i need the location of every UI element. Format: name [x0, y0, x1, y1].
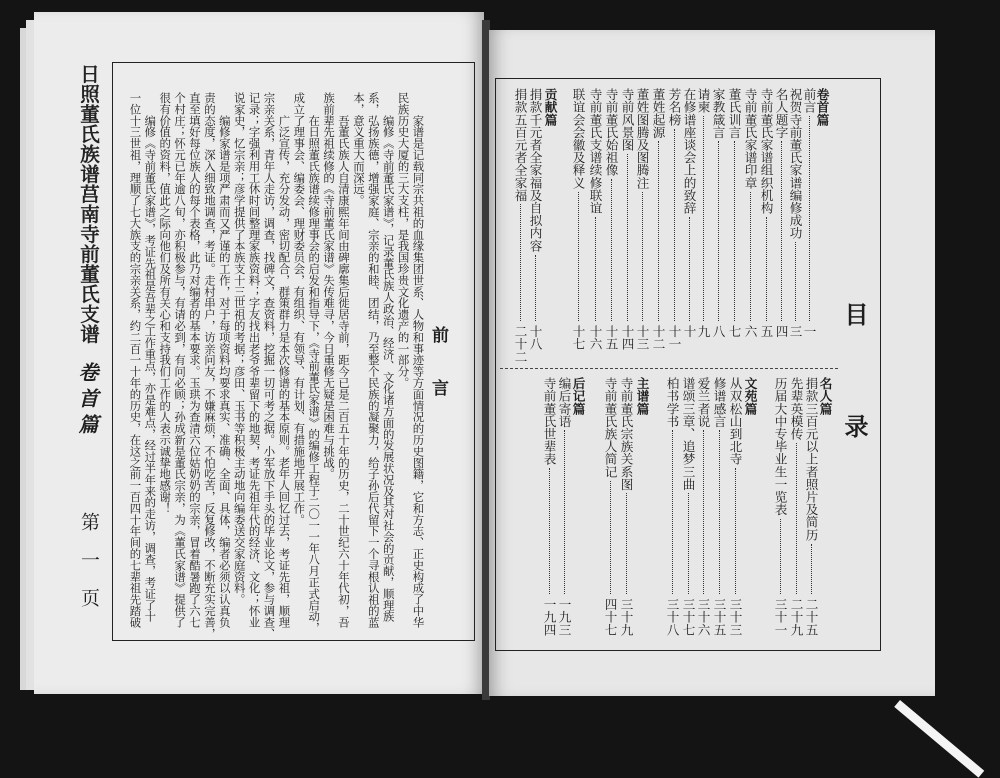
preface-column: 编修《寺前董氏家谱》，记录董氏族人政治、经济、文化诸方面的发展状况及其对社会的贡献，顺理族 [381, 92, 396, 623]
dot-leader [689, 217, 690, 321]
toc-entry-label: 寺前董氏支谱续修联谊 [587, 88, 603, 214]
toc-entry [667, 88, 682, 321]
toc-page-number: 七 [726, 325, 742, 338]
toc-entry-label: 寺前董氏族人简记 [602, 377, 618, 478]
dot-leader [809, 116, 810, 321]
dot-leader [703, 430, 704, 594]
toc-page-number: 十六 [587, 325, 603, 351]
preface-column: 民族历史大厦的三大支柱，是我国珍贵文化遗产的一部分。 [396, 92, 411, 389]
toc-page-number: 十七 [570, 325, 586, 351]
toc-page-number: 一 [801, 325, 817, 338]
preface-column: 记录；字强利用工休时间整理家族资料；字友找出老爷爷辈留下的地契，考证先祖年代的经济、文化；怀业 [247, 92, 262, 628]
toc-page-number: 十三 [634, 325, 650, 351]
toc-section-header [571, 377, 586, 594]
toc-section-header [635, 377, 650, 594]
toc-entry-label: 寺前董氏始祖像 [603, 88, 619, 177]
toc-page-number: 三十九 [618, 598, 634, 636]
toc-page-number: 三十七 [680, 598, 696, 636]
toc-entry [604, 88, 619, 321]
toc-page-number: 三 [787, 325, 803, 338]
toc-entry [571, 88, 586, 321]
page-label: 第一页 [78, 512, 100, 626]
toc-page-number: 三十五 [711, 598, 727, 636]
toc-page-number: 三十八 [664, 598, 680, 636]
toc-entry [557, 377, 572, 594]
dot-leader [688, 493, 689, 594]
toc-entry [651, 88, 666, 321]
toc-page-number: 二十九 [788, 598, 804, 636]
toc-page-number: 十八 [527, 325, 543, 351]
toc-entry-label: 捐款三百元以上者照片及简历 [803, 377, 819, 541]
preface-column: 广泛宣传，充分发动，密切配合，群策群力是本次修谱的基本原则。老年人回忆过去，考证先祖，顺理 [277, 92, 292, 628]
dot-leader [642, 192, 643, 321]
toc-section-header [815, 88, 830, 321]
toc-entry-label: 贡献篇 [542, 88, 558, 126]
toc-entry-label: 联谊会会徽及释义 [570, 88, 586, 189]
preface-column: 直至填好每位族人的每个表格，此乃对编者的基本要求。玉珙为查清六位姑奶奶的宗亲，冒着酷暑跑了六七 [188, 92, 202, 628]
dot-leader [578, 192, 579, 321]
book-title: 日照董氏族谱莒南寺前董氏支谱 [77, 64, 100, 344]
toc-entry-label: 寺前董氏宗族关系图 [618, 377, 634, 491]
toc-page-number: 六 [742, 325, 758, 338]
dot-leader [610, 481, 611, 594]
paper-corner [894, 700, 984, 778]
dot-leader [735, 468, 736, 594]
toc-page-number: 八 [710, 325, 726, 338]
dot-leader [627, 154, 628, 321]
toc-section-header [818, 377, 833, 594]
toc-entry [712, 377, 727, 594]
toc-entry-label: 家教箴言 [710, 88, 726, 139]
toc-entry-label: 寺前董氏家谱组织机构 [758, 88, 774, 214]
toc-divider [500, 368, 838, 369]
toc-entry-label: 捐款五百元者全家福 [512, 88, 528, 202]
dot-leader [796, 443, 797, 594]
toc-entry [635, 88, 650, 321]
toc-entry [727, 88, 742, 321]
toc-entry-label: 董姓起源 [650, 88, 666, 139]
dot-leader [535, 255, 536, 321]
toc-entry [528, 88, 543, 321]
toc-entry [588, 88, 603, 321]
toc-entry-label: 捐款千元者全家福及自拟内容 [527, 88, 543, 252]
toc-entry [773, 377, 788, 594]
toc-entry [681, 377, 696, 594]
toc-entry [802, 88, 817, 321]
dot-leader [564, 430, 565, 594]
toc-page-number: 九 [695, 325, 711, 338]
dot-leader [674, 129, 675, 321]
toc-entry [804, 377, 819, 594]
toc-entry-label: 祝贺寺前董氏家谱编修成功 [787, 88, 803, 240]
toc-entry [620, 88, 635, 321]
dot-leader [672, 430, 673, 594]
toc-entry [682, 88, 697, 321]
toc-entry-label: 请柬 [695, 88, 711, 114]
toc-page-number: 一九四 [541, 598, 557, 636]
toc-entry-label: 芳名榜 [666, 88, 682, 126]
toc-entry-label: 寺前董氏世辈表 [541, 377, 557, 466]
toc-entry-label: 在修谱座谈会上的致辞 [681, 88, 697, 214]
toc-entry [513, 88, 528, 321]
dot-leader [520, 204, 521, 321]
toc-title-mu: 目 [840, 302, 868, 326]
toc-page-number: 十二 [650, 325, 666, 351]
toc-entry-label: 主谱篇 [634, 377, 650, 415]
preface-column: 很有价值的资料，值此之际向他们及所有关心和支持我们工作的人表示诚挚地感谢！ [158, 92, 173, 514]
toc-section-header [743, 377, 758, 594]
preface-column: 一位十三世祖，理顺了七大族支的宗亲关系，约二百一十年的历史，在这之前一百四十年间的七辈祖先踏破 [128, 92, 143, 628]
preface-column: 编修《寺前董氏家谱》，考证先祖是吾辈之工作重点，亦是难点，经过半年来的走访，调查，考证了十 [143, 92, 158, 623]
toc-entry-label: 修谱感言 [711, 377, 727, 428]
toc-page-number: 四十七 [602, 598, 618, 636]
toc-entry-label: 名人篇 [817, 377, 833, 415]
preface-column: 说家史，忆宗亲；彦学提供了本族支十三世祖的考据；彦田、玉书等积极主动地向编委送交家庭资料。 [232, 92, 247, 605]
toc-page-number: 十四 [619, 325, 635, 351]
preface-column: 系，弘扬族德，增强家庭、宗亲的和睦、团结，乃至整个民族的凝聚力，给子孙后代留下一个寻根认祖的蓝 [366, 92, 381, 628]
toc-entry-label: 历届大中专毕业生一览表 [772, 377, 788, 516]
toc-entry [728, 377, 743, 594]
toc-page-number: 十五 [603, 325, 619, 351]
toc-page-number: 二十二 [512, 325, 528, 363]
preface-column: 责的态度，深入细致地调查，考证。走村串户，访亲问友，不嫌麻烦，不怕吃苦，反复修改，不断充实完善， [202, 92, 217, 640]
toc-page-number: 一九三 [556, 598, 572, 636]
toc-entry-label: 寺前董氏家谱印章 [742, 88, 758, 189]
toc-entry-label: 柏书学书 [664, 377, 680, 428]
dot-leader [626, 493, 627, 594]
toc-section-header [543, 88, 558, 321]
dot-leader [811, 544, 812, 594]
preface-column: 在日照董氏族谱续修理事会的启发和指导下，《寺前董氏家谱》的编修工程于二〇一一年八月正式启动， [307, 92, 322, 634]
dot-leader [795, 242, 796, 321]
preface-title: 前言 [428, 326, 448, 432]
dot-leader [734, 141, 735, 321]
toc-entry-label: 董姓图腾及图腾注 [634, 88, 650, 189]
toc-entry [743, 88, 758, 321]
toc-entry [711, 88, 726, 321]
toc-entry-label: 爱兰者说 [695, 377, 711, 428]
toc-page-number: 三十六 [695, 598, 711, 636]
preface-column: 本，意义重大而深远。 [351, 92, 366, 206]
toc-entry-label: 名人题字 [773, 88, 789, 139]
toc-entry-label: 谱颂三章、追梦三曲 [680, 377, 696, 491]
toc-entry [774, 88, 789, 321]
dot-leader [718, 141, 719, 321]
toc-page-number: 三十一 [772, 598, 788, 636]
toc-entry-label: 卷首篇 [814, 88, 830, 126]
toc-entry-label: 先辈英模传 [788, 377, 804, 440]
preface-column: 家谱是记载同宗共祖的血缘集团世系、人物和事迹等方面情况的历史图籍，它和方志、正史构成了中华 [411, 92, 426, 628]
toc-entry-label: 从双松山到北寺 [727, 377, 743, 466]
toc-page-number: 二十五 [803, 598, 819, 636]
toc-entry [789, 377, 804, 594]
toc-page-number: 十 [681, 325, 697, 338]
dot-leader [766, 217, 767, 321]
toc-entry [696, 377, 711, 594]
toc-page-number: 五 [758, 325, 774, 338]
dot-leader [611, 179, 612, 321]
toc-entry [759, 88, 774, 321]
toc-page-number: 十一 [666, 325, 682, 351]
preface-column: 编修家谱是项严肃而又严谨的工作，对于每项资料均要求真实、准确、全面、具体，编者必须以认真负 [217, 92, 232, 628]
dot-leader [719, 430, 720, 594]
toc-page-number: 三十三 [727, 598, 743, 636]
toc-entry-label: 寺前风景图 [619, 88, 635, 151]
toc-entry-label: 文苑篇 [742, 377, 758, 415]
toc-entry [696, 88, 711, 321]
preface-column: 宗亲关系，青年人走访，调查，找碑文，查资料，挖掘一切可考之据。小军放下手头的毕业论文，参与调查、 [262, 92, 277, 640]
toc-page-number: 四 [773, 325, 789, 338]
preface-column: 成立了理事会、编委会、理财委员会，有组织、有领导、有计划、有措施地开展工作。 [292, 92, 307, 526]
preface-column: 吾董氏族人自清康熙年间由碑廓集后徙居寺前，距今已是二百五十年的历史，二十世纪六十年代初，吾 [337, 92, 351, 628]
dot-leader [703, 116, 704, 321]
toc-entry [788, 88, 803, 321]
toc-entry [619, 377, 634, 594]
toc-entry-label: 后记篇 [570, 377, 586, 415]
toc-entry [665, 377, 680, 594]
volume-label: 卷首篇 [75, 362, 99, 440]
dot-leader [595, 217, 596, 321]
dot-leader [781, 141, 782, 321]
toc-entry-label: 编后寄语 [556, 377, 572, 428]
toc-entry-label: 董氏训言 [726, 88, 742, 139]
dot-leader [658, 141, 659, 321]
preface-column: 族前辈先祖续修的《寺前董氏家谱》失传难寻，今日重修无疑是困难与挑战。 [322, 92, 337, 480]
dot-leader [549, 468, 550, 594]
toc-entry [542, 377, 557, 594]
toc-entry [603, 377, 618, 594]
toc-title-lu: 录 [840, 414, 868, 438]
preface-column: 个村庄；怀元已年逾八旬，亦积极参与，有请必到，有问必顾；孙成新是董氏宗亲，为《董氏家谱》提供了 [173, 92, 188, 628]
toc-entry-label: 前言 [801, 88, 817, 114]
dot-leader [750, 192, 751, 321]
dot-leader [780, 519, 781, 594]
